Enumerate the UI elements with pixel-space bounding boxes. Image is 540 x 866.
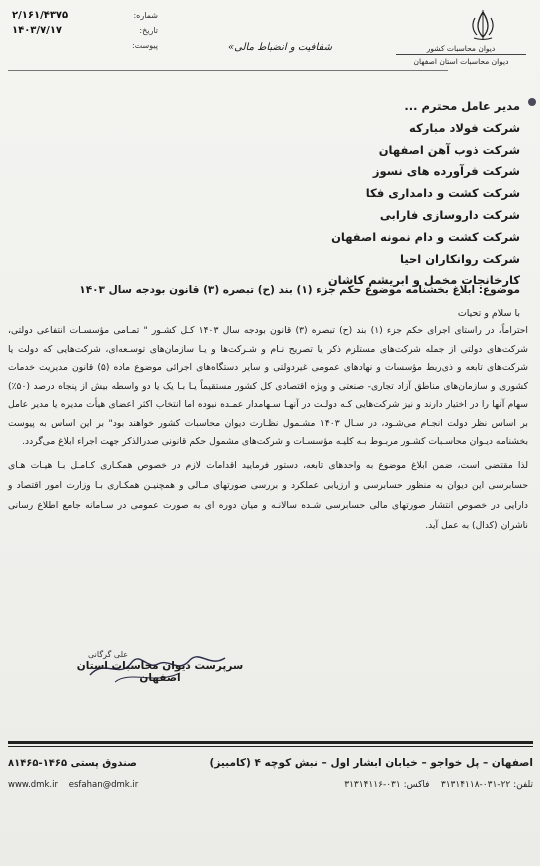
recipient-line: شرکت کشت و دام نمونه اصفهان — [331, 229, 520, 244]
signer-name: علی گرگانی — [88, 650, 128, 659]
recipient-line: شرکت فرآورده های نسوز — [372, 164, 520, 179]
footer — [8, 752, 533, 796]
number-value: ۲/۱۶۱/۴۳۷۵ — [12, 10, 69, 21]
letter-meta — [8, 8, 158, 53]
org-line1: دیوان محاسبات کشور — [426, 44, 496, 53]
iran-emblem-icon — [466, 8, 500, 42]
footer-fax: فاکس: ۰۳۱-۳۱۳۱۴۱۱۶ — [344, 780, 430, 790]
punch-hole — [528, 98, 536, 106]
signer-title: سرپرست دیوان محاسبات استان اصفهان — [76, 660, 244, 684]
organization-heading — [396, 43, 526, 67]
recipient-line: شرکت روانکاران احیا — [400, 251, 520, 266]
footer-email[interactable]: esfahan@dmk.ir — [68, 780, 139, 790]
footer-postal: صندوق پستی ۱۴۶۵-۸۱۴۶۵ — [8, 757, 137, 769]
footer-divider — [8, 741, 533, 744]
paragraph-2-text: لذا مقتضی است، ضمن ابلاغ موضوع به واحدهای تابعه، دستور فرمایید اقدامات لازم در خصوص همکـاری کـامـل بـا هیـات هـای حسابرسی این دیوان به منظور حسابرسی و ارزیابی عملکرد و بررسی صورتهای مـالی و همچنیـن همکـاری بـا وزارت امور اقتصاد و دارایی در خصوص انتشار صورتهای مالی حسابرسی شـده سالانـه و میان دوره ای به صورت عمومی در سـامانه جامع اطلاع رسانی ناشران (کدال) به عمل آید. — [8, 460, 528, 531]
footer-divider-thin — [8, 746, 533, 747]
subject-line: موضوع: ابلاغ بخشنامه موضوع حکم جزء (۱) بند (ح) تبصره (۳) قانون بودجه سال ۱۴۰۳ — [79, 284, 520, 296]
recipient-line: شرکت ذوب آهن اصفهان — [378, 142, 520, 157]
number-label: شماره: — [133, 11, 158, 20]
recipient-line: شرکت کشت و دامداری فکا — [365, 186, 520, 201]
recipient-list — [40, 96, 520, 292]
date-label: تاریخ: — [139, 26, 158, 35]
footer-address: اصفهان – پل خواجو – خیابان ابشار اول – نبش کوچه ۴ (کامبیز) — [209, 757, 533, 769]
greeting: با سلام و تحیات — [457, 308, 520, 319]
footer-website[interactable]: www.dmk.ir — [8, 780, 58, 790]
body-paragraph-2 — [8, 456, 528, 536]
recipient-line: شرکت داروسازی فارابی — [379, 207, 520, 222]
date-value: ۱۴۰۳/۷/۱۷ — [12, 25, 63, 36]
body-paragraph-1 — [8, 322, 528, 452]
org-line2: دیوان محاسبات استان اصفهان — [396, 54, 526, 67]
footer-phone: تلفن: ۲۲-۰۳۱-۳۱۳۱۴۱۱۸ — [440, 780, 533, 790]
attachment-label: پیوست: — [131, 41, 158, 50]
slogan: شفافیت و انضباط مالی» — [228, 42, 332, 53]
recipient-line: شرکت فولاد مبارکه — [409, 120, 520, 135]
recipient-line: مدیر عامل محترم ... — [404, 99, 520, 113]
header-divider — [8, 70, 448, 71]
paragraph-1-text: احتراماً، در راستای اجرای حکم جزء (۱) بند (ح) تبصره (۳) قانون بودجه سال ۱۴۰۳ کـل کشـور " تمـامی مؤسسـات انتفاعی دولتی، شرکت‌های دولتی از جمله شرکت‌های مستلزم ذکر یا تصریح نـام و شـرکت‌ها و یـا سازمان‌های توسـعه‌ای، شرکت‌هایی که دولت یا شرکت‌های تابعه و ذی‌ربط مؤسسات و نهادهای عمومی غیردولتی و سایر دستگاه‌های اجرائی موضوع ماده (۵) قانون مدیریت خدمات کشوری و سازمان‌های مناطق آزاد تجاری- صنعتی و ویژه اقتصادی کل کشور مستقیماً یـا بـا یک یا دو واسطه بیش از پنجاه درصد (۵۰٪) سهام آنها را در اختیار دارند و نیز شرکت‌هایی کـه دولـت در آنهـا سـهامدار عمـده نبوده اما انتخاب اکثر اعضای هیأت مدیره یا مدیر عامل بر اساس نظر دولت انجـام می‌شـود، در سـال ۱۴۰۳ مشـمول نظـارت دیوان محاسبات کشور خواهند بود" بر این اساس به پیوست بخشنامه دیـوان محاسـبات کشـور مربـوط بـه کلیـه مؤسسـات و شرکت‌های مشمول حکم قانونی صدرالذکر جهت اجراء ابلاغ می‌گردد. — [8, 325, 528, 447]
recipient-line: کارخانجات مخمل و ابریشم کاشان — [327, 273, 520, 288]
